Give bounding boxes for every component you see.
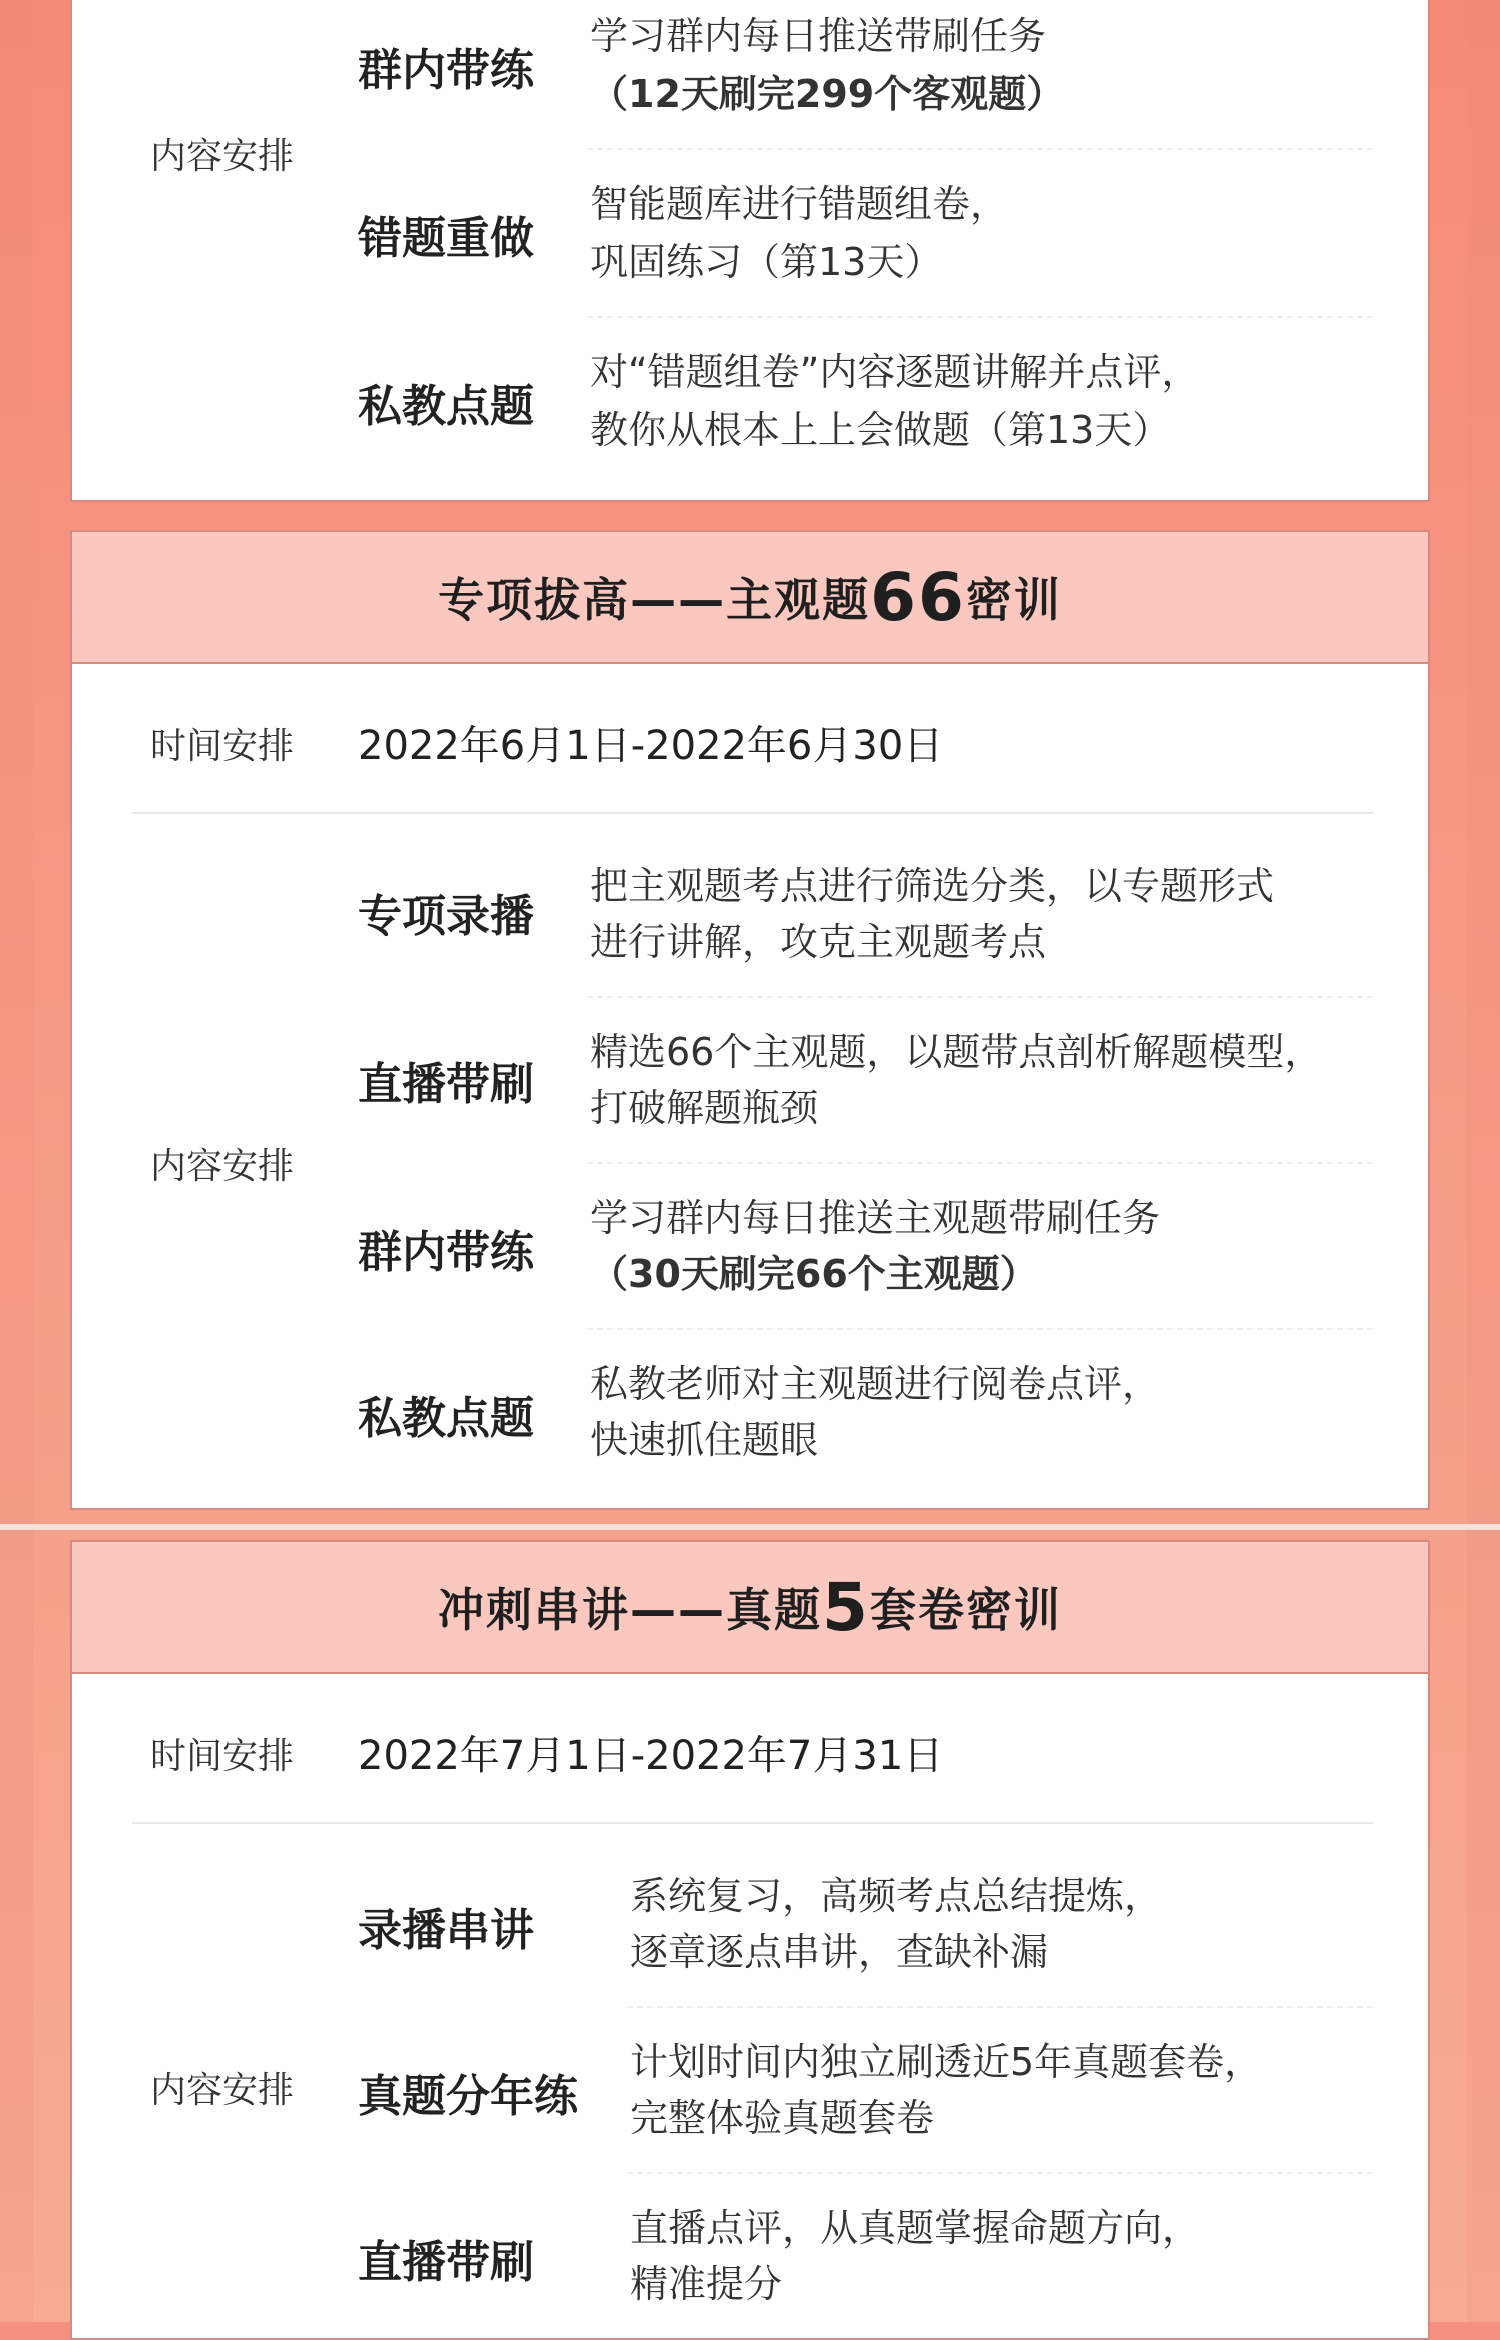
item-desc-line: 系统复习，高频考点总结提炼， (630, 1874, 1163, 1918)
item-desc-line: 直播点评，从真题掌握命题方向， (630, 2206, 1201, 2250)
item-title: 私教点题 (358, 381, 534, 432)
left-edge (0, 0, 33, 2322)
card-objective-continued (70, 0, 1430, 502)
time-label: 时间安排 (150, 726, 295, 767)
item-desc-line: 打破解题瓶颈 (590, 1086, 819, 1130)
dashed-divider (587, 996, 1373, 998)
card-header-number: 5 (822, 1568, 870, 1646)
dashed-divider (627, 2172, 1373, 2174)
card-header (72, 532, 1428, 664)
content-label: 内容安排 (150, 1146, 295, 1187)
divider (132, 1822, 1373, 1824)
item-desc-line-emphasis: （12天刷完299个客观题） (590, 72, 1065, 116)
item-desc-line: 学习群内每日推送主观题带刷任务 (590, 1196, 1161, 1240)
item-desc-line: 学习群内每日推送带刷任务 (590, 14, 1047, 58)
content-label: 内容安排 (150, 136, 295, 177)
item-title: 群内带练 (358, 45, 534, 96)
time-value: 2022年7月1日-2022年7月31日 (358, 1733, 944, 1779)
card-header-text: 专项拔高——主观题 (438, 573, 871, 627)
item-desc-line: 把主观题考点进行筛选分类，以专题形式 (590, 864, 1275, 908)
content-label: 内容安排 (150, 2070, 295, 2111)
item-desc-line: 智能题库进行错题组卷， (590, 182, 1009, 226)
card-sprint-training (70, 1540, 1430, 2340)
item-desc-line: 快速抓住题眼 (590, 1418, 819, 1462)
item-desc-line: 计划时间内独立刷透近5年真题套卷， (630, 2040, 1263, 2084)
card-header (72, 1542, 1428, 1674)
dashed-divider (587, 1162, 1373, 1164)
item-title: 群内带练 (358, 1227, 534, 1278)
item-desc-line: 精选66个主观题，以题带点剖析解题模型， (590, 1030, 1323, 1074)
card-header-text-end: 套卷密训 (869, 1583, 1062, 1637)
item-desc-line-emphasis: （30天刷完66个主观题） (590, 1252, 1038, 1296)
item-desc-line: 对“错题组卷”内容逐题讲解并点评， (590, 350, 1200, 394)
item-desc-line: 教你从根本上上会做题（第13天） (590, 408, 1171, 452)
page-divider (0, 1524, 1500, 1530)
item-desc-line: 精准提分 (630, 2262, 783, 2306)
item-desc-line: 进行讲解，攻克主观题考点 (590, 920, 1047, 964)
card-header-text: 冲刺串讲——真题 (438, 1583, 823, 1637)
time-label: 时间安排 (150, 1736, 295, 1777)
item-title: 直播带刷 (358, 1059, 534, 1110)
item-desc-line: 私教老师对主观题进行阅卷点评， (590, 1362, 1161, 1406)
item-desc-line: 巩固练习（第13天） (590, 240, 943, 284)
item-title: 直播带刷 (358, 2237, 534, 2288)
card-header-number: 66 (870, 558, 966, 636)
time-value: 2022年6月1日-2022年6月30日 (358, 723, 944, 769)
item-title: 真题分年练 (358, 2071, 578, 2122)
right-edge (1467, 0, 1500, 2322)
item-desc-line: 完整体验真题套卷 (630, 2096, 935, 2140)
item-title: 专项录播 (358, 891, 534, 942)
dashed-divider (587, 1328, 1373, 1330)
dashed-divider (627, 2006, 1373, 2008)
item-title: 私教点题 (358, 1393, 534, 1444)
card-subjective-training (70, 530, 1430, 1510)
item-title: 错题重做 (358, 213, 534, 264)
dashed-divider (587, 148, 1373, 150)
item-title: 录播串讲 (358, 1905, 534, 1956)
item-desc-line: 逐章逐点串讲，查缺补漏 (630, 1930, 1049, 1974)
dashed-divider (587, 316, 1373, 318)
divider (132, 812, 1373, 814)
card-header-text-end: 密训 (965, 573, 1062, 627)
